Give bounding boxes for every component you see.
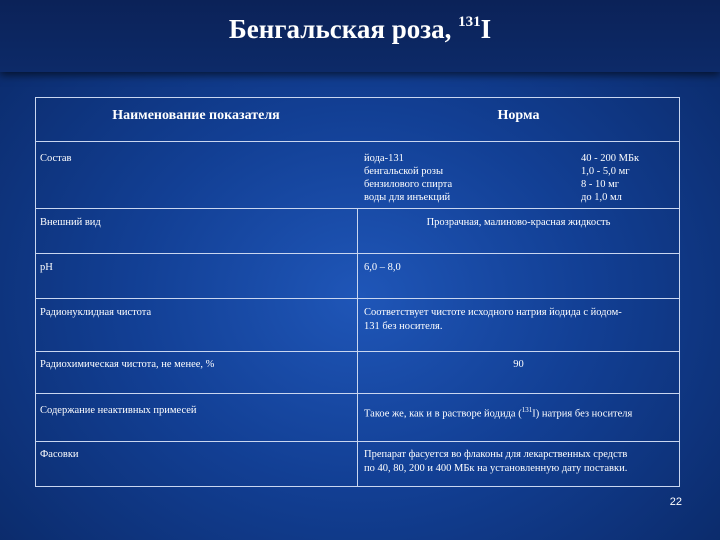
composition-item-value: 40 - 200 МБк: [581, 153, 640, 164]
header-norm: Норма: [497, 108, 540, 123]
composition-item-value: 8 - 10 мг: [581, 179, 620, 190]
ph-value: 6,0 – 8,0: [364, 262, 401, 273]
composition-label: Состав: [40, 153, 72, 164]
title-element: I: [480, 14, 492, 44]
title-bar: [0, 0, 720, 72]
composition-item-name: йода-131: [364, 153, 404, 164]
packaging-value-line: Препарат фасуется во флаконы для лекарственных средств: [364, 449, 628, 460]
inactive-impurities-isotope: 131: [521, 406, 533, 414]
inactive-impurities-text: Такое же, как и в растворе йодида (: [364, 408, 522, 420]
inactive-impurities-text: I) натрия без носителя: [532, 408, 633, 420]
header-indicator: Наименование показателя: [112, 108, 280, 123]
title-isotope-mass: 131: [458, 14, 481, 30]
title-text: Бенгальская роза,: [228, 14, 459, 44]
radionuclide-purity-value-line: Соответствует чистоте исходного натрия йодида с йодом-: [364, 307, 622, 318]
composition-item-value: 1,0 - 5,0 мг: [581, 166, 630, 177]
header-separator: [35, 141, 680, 142]
page-number: 22: [669, 496, 682, 508]
composition-item-name: воды для инъекций: [364, 192, 451, 203]
composition-item-name: бензилового спирта: [364, 179, 453, 190]
radiochemical-purity-label: Радиохимическая чистота, не менее, %: [40, 359, 215, 370]
column-separator: [357, 208, 358, 487]
composition-item-name: бенгальской розы: [364, 166, 443, 177]
composition-item-value: до 1,0 мл: [581, 192, 622, 203]
packaging-value-line: по 40, 80, 200 и 400 МБк на установленную дату поставки.: [364, 463, 628, 474]
ph-label: pH: [40, 262, 53, 273]
inactive-impurities-label: Содержание неактивных примесей: [40, 405, 197, 416]
slide-title: [0, 14, 720, 45]
radionuclide-purity-label: Радионуклидная чистота: [40, 307, 152, 318]
radionuclide-purity-value-line: 131 без носителя.: [364, 321, 443, 332]
appearance-label: Внешний вид: [40, 217, 101, 228]
radiochemical-purity-value: 90: [513, 359, 524, 370]
packaging-label: Фасовки: [40, 449, 79, 460]
inactive-impurities-value: [364, 404, 632, 421]
appearance-value: Прозрачная, малиново-красная жидкость: [426, 217, 611, 228]
